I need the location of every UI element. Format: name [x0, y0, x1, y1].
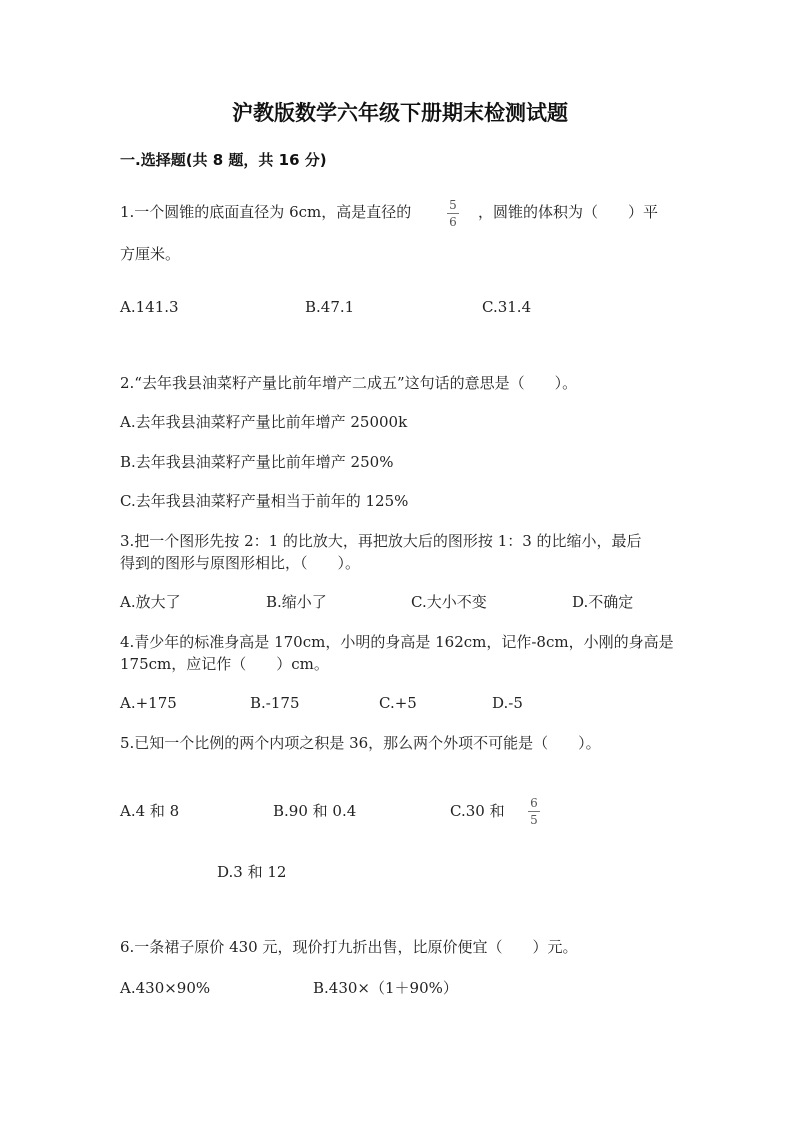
- question-1-option-b: B.47.1: [305, 298, 355, 316]
- fraction-denominator: 5: [530, 813, 538, 827]
- section-heading: 一.选择题(共 8 题，共 16 分): [120, 151, 327, 169]
- question-3-stem-line1: 3.把一个图形先按 2：1 的比放大，再把放大后的图形按 1：3 的比缩小，最后: [120, 532, 642, 550]
- question-4-option-a: A.+175: [120, 694, 177, 712]
- page-title: 沪教版数学六年级下册期末检测试题: [232, 101, 568, 125]
- question-5-option-c: C.30 和: [450, 802, 505, 820]
- question-1-stem-line2: 方厘米。: [120, 245, 181, 263]
- question-6-option-b: B.430×（1＋90%）: [313, 979, 458, 997]
- question-5-stem: 5.已知一个比例的两个内项之积是 36，那么两个外项不可能是（ ）。: [120, 734, 601, 752]
- question-1-option-c: C.31.4: [482, 298, 532, 316]
- fraction-denominator: 6: [449, 215, 457, 229]
- question-2-option-b: B.去年我县油菜籽产量比前年增产 250%: [120, 453, 394, 471]
- question-3-option-b: B.缩小了: [266, 593, 327, 611]
- question-5-option-a: A.4 和 8: [120, 802, 180, 820]
- question-5-option-b: B.90 和 0.4: [273, 802, 357, 820]
- question-5-option-d: D.3 和 12: [217, 863, 287, 881]
- question-4-option-c: C.+5: [379, 694, 417, 712]
- question-5-option-c-fraction: [525, 797, 543, 827]
- question-3-option-a: A.放大了: [120, 593, 181, 611]
- fraction-bar: [447, 213, 459, 214]
- question-1-fraction: [444, 199, 462, 229]
- question-1-option-a: A.141.3: [120, 298, 179, 316]
- question-2-option-a: A.去年我县油菜籽产量比前年增产 25000k: [120, 413, 408, 431]
- question-3-stem-line2: 得到的图形与原图形相比，（ ）。: [120, 554, 361, 572]
- question-4-option-d: D.-5: [492, 694, 523, 712]
- question-6-option-a: A.430×90%: [120, 979, 211, 997]
- question-1-stem-part2: ，圆锥的体积为（ ）平: [478, 203, 659, 221]
- fraction-numerator: 5: [449, 198, 457, 212]
- question-2-stem: 2.“去年我县油菜籽产量比前年增产二成五”这句话的意思是（ ）。: [120, 374, 578, 392]
- question-3-option-d: D.不确定: [572, 593, 634, 611]
- question-4-option-b: B.-175: [250, 694, 300, 712]
- question-4-stem-line2: 175cm，应记作（ ）cm。: [120, 655, 329, 673]
- question-4-stem-line1: 4.青少年的标准身高是 170cm，小明的身高是 162cm，记作-8cm，小刚的身高是: [120, 633, 674, 651]
- question-1-stem-part1: 1.一个圆锥的底面直径为 6cm，高是直径的: [120, 203, 412, 221]
- question-6-stem: 6.一条裙子原价 430 元，现价打九折出售，比原价便宜（ ）元。: [120, 938, 578, 956]
- question-2-option-c: C.去年我县油菜籽产量相当于前年的 125%: [120, 492, 409, 510]
- question-3-option-c: C.大小不变: [411, 593, 487, 611]
- fraction-bar: [528, 811, 540, 812]
- fraction-numerator: 6: [530, 796, 538, 810]
